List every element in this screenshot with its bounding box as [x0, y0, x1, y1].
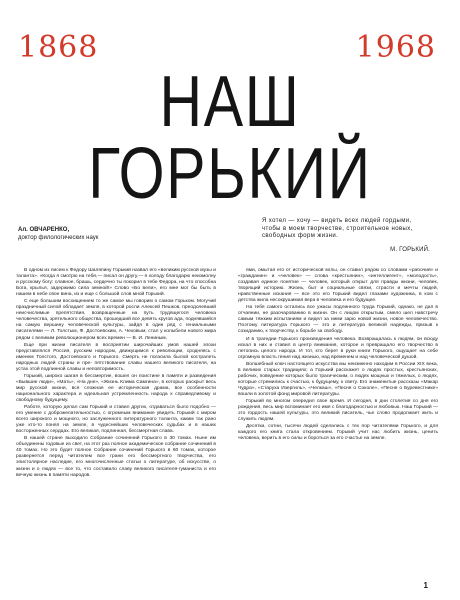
author-block	[18, 226, 178, 242]
epigraph-signature: М. ГОРЬКИЙ.	[390, 246, 430, 253]
paragraph: Горький во многом опередил свое время. И сегодня, в дни столетия со дня его рождения, весь мир вспоминает его имя с благодарностью и любовью. Наш Горький — это гордость нашей культуры, это великий писатель, чье слово продолжает жить и служить людям.	[238, 398, 438, 423]
paragraph: Десятки, сотни, тысячи людей сделались с тех пор читателями Горького, и для каждого его книга стала откровением. Горький учит нас любить жизнь, ценить человека, верить в его силы и бороться за его счастье на земле.	[238, 424, 438, 442]
author-name: Ал. ОВЧАРЕНКО,	[18, 227, 70, 233]
article-column-left	[16, 268, 216, 583]
author-role: доктор филологических наук	[18, 235, 99, 241]
paragraph: Работе, которую делал сам Горький и ставил других, отдаваться было подобно — его умение с доброжелательностью, с огромным внимание увидеть Горький с миром всего широкого и мощного, но заслуженного литературного таланта, каким так рано уже кто-то понял на земле, в чудеснейших человеческих судьбах и в наших восторженных сердцах. Его великая, подлинная, бессмертная слава.	[16, 405, 216, 435]
paragraph: С еще большим восхищением то же самое мы говорим о самом Горьком. Могучий праздничный силой обладает земля, в которой росли Алексей Пешков, преодолевший неисчислимые препятствия, возвращенные на путь трудящегося человека человечества, зрятельного общества, прошедший все девять кругов ада, поднявшийся на самую вершину человеческой культуры, зайдя в один ряд с гениальными писателями — Л. Толстым, Ф. Достоевским, А. Чеховым, стал у колыбели нового мира рядом с великим революционером всех времен — В. И. Лениным.	[16, 299, 216, 341]
epigraph	[262, 218, 430, 254]
paragraph: В одном из писем к Федору Шаляпину Горький назвал его «великим русской музы и таланта». «Когда я смотрю на тебя,— писал он другу,— я холоду благодарю неизмолну и русскому богу: славное, брашь, сердечно ты покорил в тебе Федора, на что способна Бога, крылья, задержимо сила земной!» Слово «Бо вели», его мне мог бы быть в нашем в небе свое вина, из и еще с большой слов мной Горький.	[16, 268, 216, 298]
year-end: 1968	[355, 30, 436, 65]
paragraph: На тебя самого остались все ужасы подлинного труда Горький, однако, не дал в отчаянии, не разочарованию в жизни. Он с лицом открытым, смело шел навстречу самым тяжким испытаниям и видел за ними зарю новой жизни, новое человечество. Поэтому литература Горького — это и литература великой надежды, призыв к созиданию, к творчеству, к борьбе за свободу.	[238, 305, 438, 335]
epigraph-text: Я хотел — хочу — видеть всех людей гордыми, чтобы в моем творчестве, строительное новых, свободных форм жизни.	[262, 218, 413, 239]
article-column-right	[238, 268, 438, 583]
paragraph: И в трагедии Горького произведения человека. Возвращалась к людям, он всюду искал в них и ставил в центр внимания, которое и превращало его творчество в летопись целого народа. И тот, кто берет в руки книги Горького, ощущает на себе огромную власть гения над жизнью, над временем и над человеческой душой.	[238, 336, 438, 360]
paragraph: ями, омытая его от исторической мглы, он ставил рядом со словами «рабочий» и «гражданин» и «человек» — слова «крестьянин», «интеллигент», «молодость», создавая единое понятие — человек, который открыт для правды жизни, человек, творящий историю. Жизнь, быт и социальные связи, страсти и мечты людей, нравственные искания — все это его Горький видел глазами художника, в ком с детства жила несокрушимая вера в человека и его будущее.	[238, 268, 438, 304]
title-line-1: НАШ	[159, 62, 301, 142]
page-number: 1	[423, 581, 428, 590]
paragraph: Волшебный ключ настоящего искусства мы неизменно находим в России XIX века, в великих старых традициях; а Горький расскажет о людях простых, крестьянских, рабочих, поведение которых было трагическим, о людях мощных и тяжелых, о людях, которые стремились к счастью, к будущему, к свету. Его знаменитые рассказы «Макар Чудра», «Старуха Изергиль», «Челкаш», «Песня о Соколе», «Песня о Буревестнике» вошли в золотой фонд мировой литературы.	[238, 361, 438, 397]
paragraph: Еще при жизни писателя в восприятии широчайших умов нашей эпохи представлялся Россия, русским народом, движущимся к революции, сродняясь с именем Толстого, Достоевского и Горького. Смерть не погасила былой костралеть народных людей страны и пре- пятствование славы нашего великого писателя, на устах этой подлинной славы и неповторимость.	[16, 342, 216, 372]
year-start: 1868	[18, 30, 99, 65]
paragraph: Горький, широко шагая в бессмертие, вошел он поистине в памяти и разведения «Бывшие люди», «Мать», «На дне», «Жизнь Клима Самгина», в которых раскрыт весь мир русской жизни, вся сложная ее историческая драма, все особенности национального характера и идеальная устремленность народа к справедливому и свободному будущему.	[16, 373, 216, 403]
title-line-2: ГОРЬКИЙ	[88, 134, 372, 214]
paragraph: В нашей стране выходило Собрание сочинений Горького в 30 томах. Ныне им объединены годовые из свет, на этот раз полное академическое собрание сочинений в 40 томах. Но это будет полное Собрание сочинений Горького в 60 томах, которое развернется перед читателем все грани его бессмертного творчества, его эпистолярное наследие, его многочисленные статьи о литературе, об искусстве, о жизни и о людях — все то, что составило славу великого писателя-гуманиста и его вечную жизнь в памяти народов.	[16, 436, 216, 478]
